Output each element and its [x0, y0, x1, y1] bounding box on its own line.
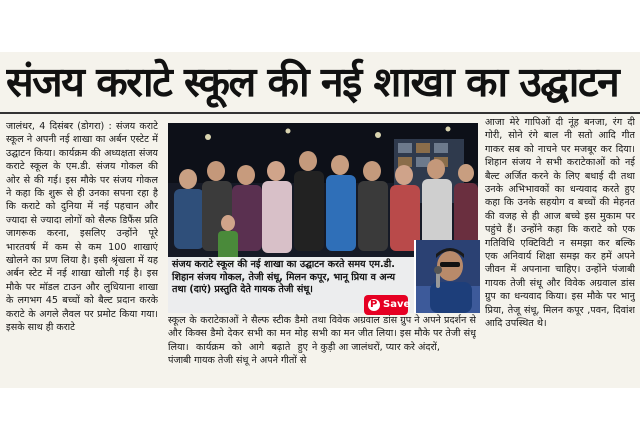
singer-inset-photo	[414, 240, 480, 313]
photo-caption: संजय कराटे स्कूल की नई शाखा का उद्घाटन करते समय एम.डी. शिहान संजय गोकल, तेजी संधू, मिलन कपूर, भानू प्रिया व अन्य तथा (दाएं) प्रस्तुति देते गायक तेजी संधू।	[168, 257, 414, 313]
article-column-middle-1: स्कूल के कराटेकाओं ने सैल्फ स्टीक डैमो और किक्स डैमो देकर सभी का मन मोह लिया। कार्यक्रम को आगे बढ़ाते हुए पंजाबी गायक तेजी संधू ने अपने गीतों से	[168, 315, 308, 367]
newspaper-clipping	[0, 52, 640, 388]
article-column-middle-2: तथा विवेक अग्रवाल डांस ग्रुप ने अपने प्रदर्शन से सभी का मन जीत लिया। इस मौके पर तेजी संधू ने कुड़ी आ जालंधरों, प्यार करे अंदरों,	[312, 315, 476, 353]
headline-rule	[0, 112, 640, 114]
pinterest-save-button[interactable]	[364, 295, 411, 315]
article-column-left: जालंधर, 4 दिसंबर (डोगरा) : संजय कराटे स्कूल ने अपनी नई शाखा का अर्बन एस्टेट में उद्घाटन किया। कार्यक्रम की अध्यक्षता संजय कराटे स्कूल के एम.डी. संजय गोकल की ओर से की गई। इस मौके पर संजय गोकल ने कहा कि शुरू से ही उनका सपना रहा है कि कराटे को दुनिया में नई पहचान और ज्यादा से ज्यादा लोगों को सैल्फ डिफैंस प्रति जागरूक करना, इसलिए उन्होंने पूरे भारतवर्ष में कम से कम 100 शाखाएं खोलने का प्रण लिया है। इसी श्रृंखला में यह अर्बन स्टेट में नई शाखा खोली गई है। इस मौके पर मॉडल टाउन और लुधियाना शाखा के लगभग 45 बच्चों को बैल्ट प्रदान करके कराटे के अगले लैवल पर प्रमोट किया गया। इसके साथ ही कराटे	[6, 121, 158, 334]
save-button-label: Save	[383, 299, 411, 310]
article-column-right: आजा मेरे गापिओं दी नूंह बनजा, रंग दी गोरी, सोने रंगे बाल नी सतो आदि गीत गाकर सब को नाचने पर मजबूर कर दिया। शिहान संजय ने सभी कराटेकाओं को नई बैल्ट अर्जित करने के लिए बधाई दी तथा उनके अभिभावकों का धन्यवाद करते हुए कहा कि उनके सहयोग व बच्चों की मेहनत की वजह से ही आज बच्चे इस मुकाम पर पहुंचे हैं। उन्होंने कहा कि कराटे को एक गतिविधि एक्टिविटी न समझा कर बल्कि एक अनिवार्य शिक्षा समझ कर हमें अपने जीवन में अपनाना चाहिए। उन्होंने पंजाबी गायक तेजी संधू और विवेक अग्रवाल डांस ग्रुप का धन्यवाद किया। इस मौके पर भानु प्रिया, तेजू संधू, मिलन कपूर ,पवन, दिवांश आदि उपस्थित थे।	[485, 117, 635, 330]
pinterest-logo-icon	[368, 299, 380, 311]
singer-illustration	[416, 240, 480, 313]
headline: संजय कराटे स्कूल की नई शाखा का उद्घाटन	[6, 58, 619, 106]
